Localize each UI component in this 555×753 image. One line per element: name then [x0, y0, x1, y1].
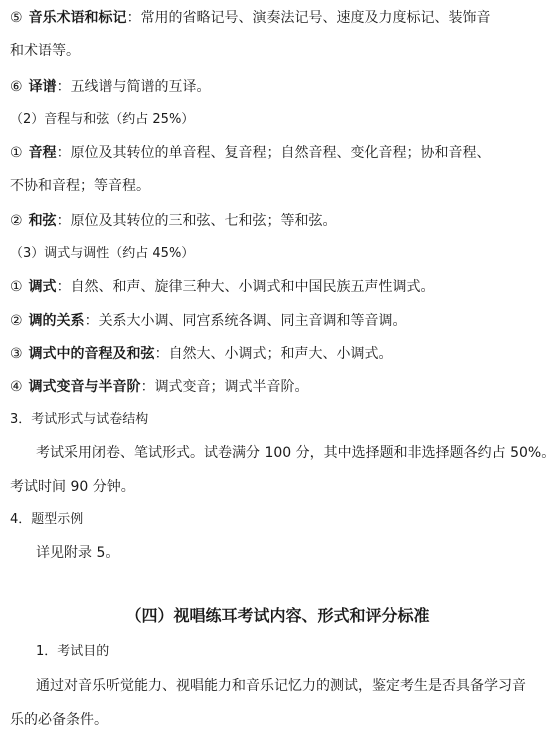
- section-3-item-2-text: 关系大小调、同宫系统各调、同主音调和等音调。: [98, 313, 407, 329]
- colon: ：: [126, 10, 141, 26]
- circled-number-6: ⑥: [10, 79, 23, 95]
- item-6-text: 五线谱与简谱的互译。: [70, 79, 211, 95]
- section-2-heading: （2）音程与和弦（约占 25%）: [10, 112, 195, 127]
- exam-format-text-1: 考试采用闭卷、笔试形式。试卷满分 100 分，其中选择题和非选择题各约占 50%。: [36, 445, 555, 461]
- colon: ：: [56, 213, 71, 229]
- colon: ：: [56, 79, 71, 95]
- section-3-item-1-line: [10, 277, 543, 297]
- circled-number-2: ②: [10, 213, 23, 229]
- circled-number-1: ①: [10, 279, 23, 295]
- section-3-item-4-text: 调式变音；调式半音阶。: [154, 379, 309, 395]
- term-chord: 和弦: [28, 213, 57, 229]
- circled-number-3: ③: [10, 346, 23, 362]
- colon: ：: [56, 145, 71, 161]
- section-3-item-1-text: 自然、和声、旋律三种大、小调式和中国民族五声性调式。: [70, 279, 435, 295]
- section-3-item-2-line: [10, 311, 543, 331]
- section-2-item-2-line: [10, 211, 543, 231]
- exam-format-text-2: 考试时间 90 分钟。: [10, 479, 135, 495]
- part-4-title: （四）视唱练耳考试内容、形式和评分标准: [125, 606, 430, 625]
- section-3-item-3-text: 自然大、小调式；和声大、小调式。: [168, 346, 393, 362]
- term-key-relationship: 调的关系: [28, 313, 85, 329]
- section-2-item-2-text: 原位及其转位的三和弦、七和弦；等和弦。: [70, 213, 337, 229]
- term-intervals-and-chords-in-mode: 调式中的音程及和弦: [28, 346, 155, 362]
- item-5-line-1: [10, 8, 543, 28]
- section-2-item-1-line-1: [10, 143, 543, 163]
- section-2-item-1-text-1: 原位及其转位的单音程、复音程；自然音程、变化音程；协和音程、: [70, 145, 491, 161]
- section-2-item-1-line-2: 不协和音程；等音程。: [10, 178, 150, 194]
- section-3-item-4-line: [10, 377, 543, 397]
- circled-number-5: ⑤: [10, 10, 23, 26]
- colon: ：: [140, 379, 155, 395]
- exam-format-heading: 3．考试形式与试卷结构: [10, 412, 149, 427]
- colon: ：: [56, 279, 71, 295]
- colon: ：: [154, 346, 169, 362]
- item-5-line-2: 和术语等。: [10, 43, 80, 59]
- term-interval: 音程: [28, 145, 57, 161]
- term-music-notation: 音乐术语和标记: [28, 10, 127, 26]
- term-transcription: 译谱: [28, 79, 57, 95]
- exam-purpose-text-2: 乐的必备条件。: [10, 712, 108, 728]
- colon: ：: [84, 313, 99, 329]
- circled-number-4: ④: [10, 379, 23, 395]
- exam-purpose-text-1: 通过对音乐听觉能力、视唱能力和音乐记忆力的测试，鉴定考生是否具备学习音: [36, 678, 526, 694]
- question-examples-heading: 4．题型示例: [10, 512, 84, 527]
- circled-number-1: ①: [10, 145, 23, 161]
- term-mode: 调式: [28, 279, 57, 295]
- exam-purpose-heading: 1．考试目的: [36, 644, 110, 659]
- section-3-item-3-line: [10, 344, 543, 364]
- term-altered-tones-chromatic-scale: 调式变音与半音阶: [28, 379, 141, 395]
- item-6-line: [10, 77, 543, 97]
- item-5-text-1: 常用的省略记号、演奏法记号、速度及力度标记、装饰音: [140, 10, 491, 26]
- question-examples-text: 详见附录 5。: [36, 545, 120, 561]
- section-3-heading: （3）调式与调性（约占 45%）: [10, 246, 195, 261]
- circled-number-2: ②: [10, 313, 23, 329]
